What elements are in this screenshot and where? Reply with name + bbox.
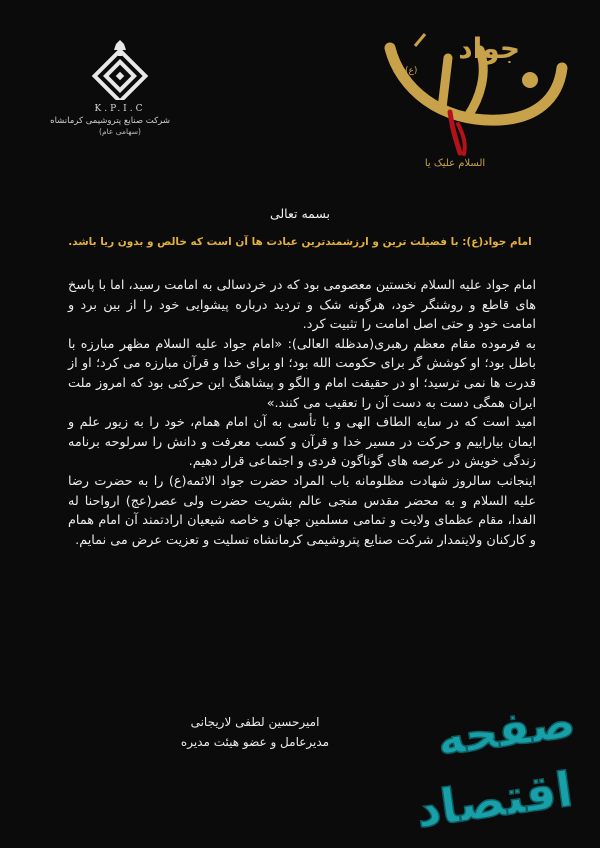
paragraph: امید است که در سایه الطاف الهی و با تأسی به آن امام همام، خود را به زیور علم و ایمان بیاراییم و حرکت در مسیر خدا و قرآن و کسب معرفت و دانش را سرلوحه برنامه زندگی خویش در عرصه های گوناگون فردی و اجتماعی قرار دهیم. bbox=[68, 415, 536, 470]
calligraphy-graphic bbox=[330, 28, 580, 158]
company-logo bbox=[50, 36, 170, 136]
watermark-line1: صفحه bbox=[433, 693, 579, 767]
paragraph: به فرموده مقام معظم رهبری(مدظله العالی): «امام جواد علیه السلام مظهر مبارزه با باطل بود؛ او کوشش گر برای حکومت الله بود؛ او برای خدا و قرآن مبارزه می کرد؛ او از قدرت ها نمی ترسید؛ او در حقیقت امام و الگو و پیشاهنگ این حرکتی بود که امروز ملت ایران همگی دست به دست آن را تعقیب می کنند.» bbox=[68, 336, 536, 411]
signer-name: امیرحسین لطفی لاریجانی bbox=[190, 715, 320, 729]
logo-abbreviation: K.P.I.C bbox=[94, 104, 146, 114]
paragraph: اینجانب سالروز شهادت مظلومانه باب المراد حضرت جواد الائمه(ع) را به حضرت رضا علیه السلام و به محضر مقدس منجی عالم بشریت حضرت ولی عصر(عج) ارواحنا له الفدا، مقام عظمای ولایت و تمامی مسلمین جهان و خاصه شیعیان ارادتمند آن امام همام و کارکنان ولایتمدار شرکت صنایع پتروشیمی کرمانشاه تسلیت و تعزیت عرض می نمایم. bbox=[68, 473, 536, 548]
paragraph: امام جواد علیه السلام نخستین معصومی بود که در خردسالی به امامت رسید، اما با پاسخ های قاطع و روشنگر خود، هرگونه شک و تردید درباره پیشوایی خود را از بین برد و امامت خود و حتی اصل امامت را تثبیت کرد. bbox=[68, 278, 536, 333]
calligraphy-salutation: السلام علیک یا bbox=[424, 158, 486, 169]
message-body bbox=[68, 276, 536, 550]
calligraphy-honorific: (ع) bbox=[405, 66, 418, 76]
watermark bbox=[368, 690, 592, 840]
kpic-emblem-icon bbox=[88, 36, 152, 100]
watermark-graphic bbox=[368, 690, 592, 840]
basmala-heading: بسمه تعالی bbox=[269, 206, 331, 221]
logo-company-name: شرکت صنایع پتروشیمی کرمانشاه bbox=[50, 116, 170, 126]
signature-block bbox=[170, 712, 340, 752]
calligraphy-artwork bbox=[330, 28, 580, 178]
logo-company-type: (سهامی عام) bbox=[99, 127, 141, 136]
signer-title: مدیرعامل و عضو هیئت مدیره bbox=[180, 735, 330, 749]
hadith-quote: امام جواد(ع): با فضیلت ترین و ارزشمندترین عبادت ها آن است که خالص و بدون ریا باشد. bbox=[68, 236, 532, 248]
watermark-line2: اقتصاد bbox=[412, 761, 577, 840]
calligraphy-main: جواد bbox=[458, 32, 520, 65]
